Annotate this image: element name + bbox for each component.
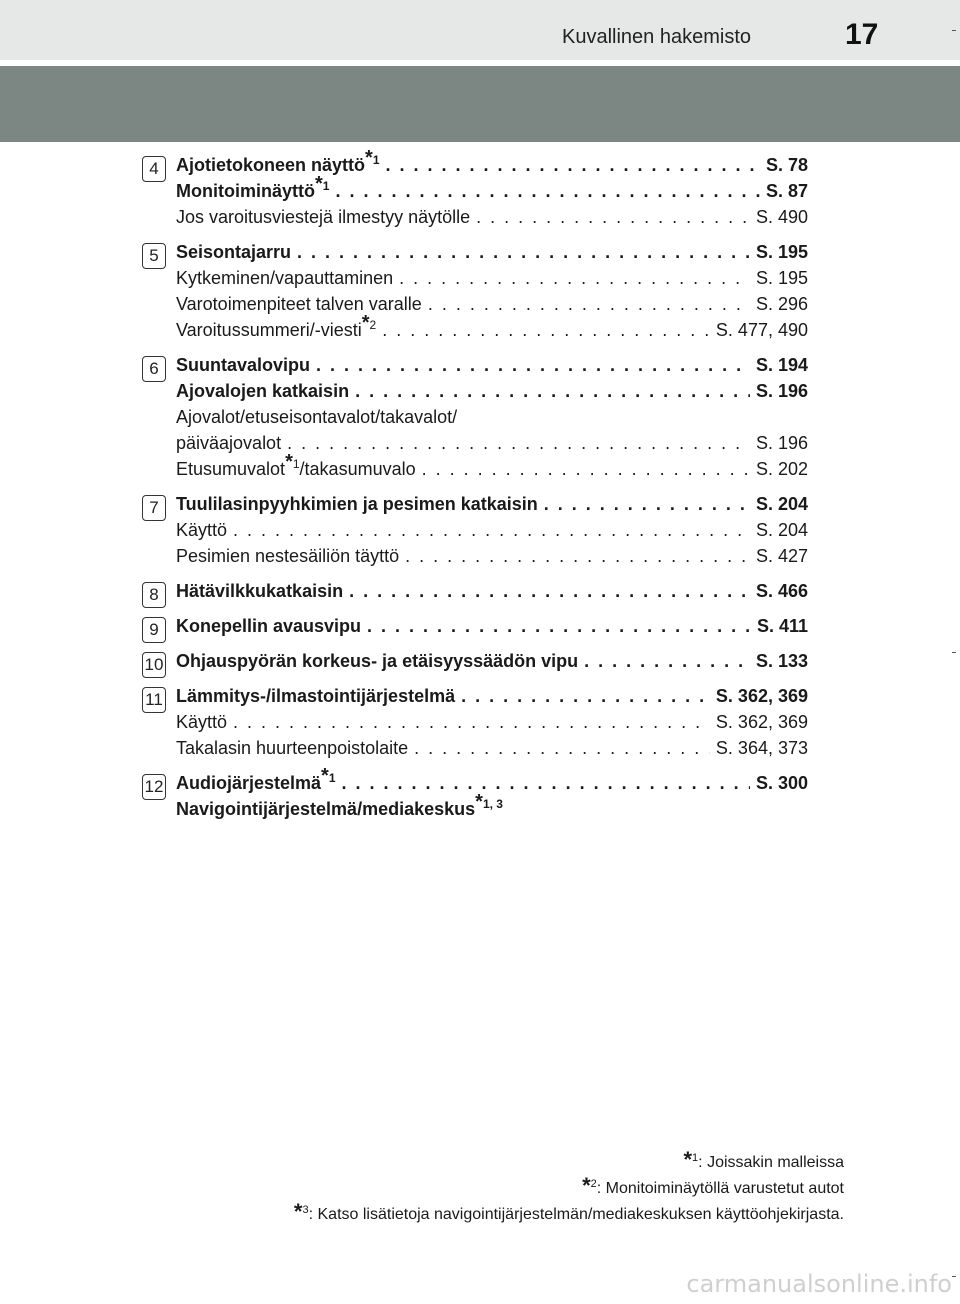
- footnote-asterisk: *: [582, 1173, 591, 1198]
- index-entry-label: [176, 491, 538, 517]
- index-entry-label: [176, 173, 330, 204]
- footnote-ref: [321, 765, 336, 787]
- index-entry-label: [176, 791, 503, 822]
- section-number-badge: 10: [142, 652, 166, 678]
- index-entry[interactable]: [176, 709, 808, 735]
- footnote-asterisk: *: [365, 147, 373, 169]
- index-entry-text: Käyttö: [176, 520, 228, 540]
- page-reference[interactable]: S. 78: [765, 155, 808, 175]
- page-reference[interactable]: S. 196: [755, 433, 808, 453]
- index-entry-label: [176, 147, 380, 178]
- dot-leader: [342, 770, 750, 796]
- page-reference[interactable]: S. 300: [755, 773, 808, 793]
- index-entry-text: Lämmitys-/ilmastointijärjestelmä: [176, 686, 456, 706]
- dot-leader: [297, 239, 750, 265]
- index-entry-label: [176, 204, 470, 230]
- footnote-mark: 2: [590, 1178, 597, 1190]
- footnote-ref: [285, 451, 300, 473]
- index-entry[interactable]: [176, 735, 808, 761]
- footnote-asterisk: *: [475, 791, 483, 813]
- dot-leader: [428, 291, 750, 317]
- index-entry-label: [176, 648, 578, 674]
- footnote-asterisk: *: [683, 1147, 693, 1172]
- footnote-ref: [314, 173, 330, 195]
- section-number-badge: 5: [142, 243, 166, 269]
- index-section: [0, 648, 808, 674]
- index-entry[interactable]: [176, 265, 808, 291]
- index-entry-label: [176, 683, 455, 709]
- page-reference[interactable]: S. 364, 373: [715, 738, 808, 758]
- index-entry-label: [176, 543, 399, 569]
- dot-leader: [386, 152, 760, 178]
- index-entry[interactable]: [176, 791, 808, 822]
- index-entry-text: Käyttö: [176, 712, 228, 732]
- dot-leader: [544, 491, 750, 517]
- dot-leader: [422, 456, 750, 482]
- index-entry-text: Ohjauspyörän korkeus- ja etäisyyssäädön vipu: [176, 651, 579, 671]
- index-entry-label: [176, 709, 227, 735]
- footnote-ref: [365, 147, 380, 169]
- index-entry[interactable]: [176, 291, 808, 317]
- index-entry[interactable]: [176, 430, 808, 456]
- index-entry-text: Etusumuvalot: [176, 459, 286, 479]
- footnote-ref-number: 1: [372, 153, 380, 167]
- index-entry[interactable]: [176, 613, 808, 639]
- page-reference[interactable]: S. 195: [755, 268, 808, 288]
- dot-leader: [367, 613, 751, 639]
- page-reference[interactable]: S. 196: [755, 381, 808, 401]
- footnote-ref-number: 2: [369, 318, 377, 332]
- header-title: Kuvallinen hakemisto: [562, 26, 751, 48]
- index-entry[interactable]: [176, 352, 808, 378]
- page-reference[interactable]: S. 490: [755, 207, 808, 227]
- edge-tick: [952, 652, 956, 653]
- dot-leader: [316, 352, 750, 378]
- index-entry[interactable]: [176, 517, 808, 543]
- index-entry-label: [176, 265, 393, 291]
- page-reference[interactable]: S. 204: [755, 494, 808, 514]
- index-entry-text: Ajovalojen katkaisin: [176, 381, 350, 401]
- index-entry-label: [176, 291, 422, 317]
- page-reference[interactable]: S. 427: [755, 546, 808, 566]
- edge-tick: [952, 30, 956, 31]
- index-entry-label: [176, 578, 343, 604]
- index-entry[interactable]: [176, 378, 808, 404]
- page-number: 17: [845, 18, 879, 51]
- dot-leader: [461, 683, 710, 709]
- dot-leader: [233, 517, 750, 543]
- index-entry-label: [176, 430, 281, 456]
- page-reference[interactable]: S. 362, 369: [715, 712, 808, 732]
- dot-leader: [584, 648, 750, 674]
- dot-leader: [399, 265, 750, 291]
- index-entry-label: [176, 312, 377, 343]
- dot-leader: [476, 204, 750, 230]
- page-reference[interactable]: S. 466: [755, 581, 808, 601]
- dot-leader: [287, 430, 750, 456]
- footnote-asterisk: *: [361, 312, 370, 334]
- index-entry-text: Konepellin avausvipu: [176, 616, 362, 636]
- page-header: [0, 0, 960, 60]
- footnote-ref-number: 1: [328, 771, 336, 785]
- index-entry[interactable]: [176, 491, 808, 517]
- index-entry[interactable]: [176, 147, 808, 178]
- footnote-text: : Monitoiminäytöllä varustetut autot: [596, 1180, 844, 1197]
- footnote-ref-number: 1: [292, 457, 300, 471]
- index-entry-text: Audiojärjestelmä: [176, 773, 322, 793]
- dot-leader: [414, 735, 710, 761]
- index-entry[interactable]: [176, 173, 808, 204]
- index-entry[interactable]: [176, 239, 808, 265]
- footnote: [294, 1148, 844, 1174]
- page-reference[interactable]: S. 195: [755, 242, 808, 262]
- index-section: [0, 239, 808, 343]
- index-entry-text: Suuntavalovipu: [176, 355, 311, 375]
- index-section: [0, 765, 808, 822]
- index-entry-label: [176, 765, 336, 796]
- footnote-ref: [361, 312, 377, 334]
- dot-leader: [355, 378, 750, 404]
- index-entry[interactable]: [176, 312, 808, 343]
- footnote-ref: [475, 791, 503, 813]
- index-entry-text: Monitoiminäyttö: [176, 181, 315, 201]
- page-reference[interactable]: S. 411: [756, 616, 808, 636]
- footnotes: [294, 1148, 844, 1226]
- section-number-badge: 8: [142, 582, 166, 608]
- footnote-asterisk: *: [321, 765, 329, 787]
- page-reference[interactable]: S. 204: [755, 520, 808, 540]
- footnote-asterisk: *: [285, 451, 293, 473]
- index-entry-label: [176, 451, 416, 482]
- page-reference[interactable]: S. 133: [755, 651, 808, 671]
- index-sections: [0, 147, 960, 831]
- section-number-badge: 11: [142, 687, 166, 713]
- index-entry-text: Takalasin huurteenpoistolaite: [176, 738, 409, 758]
- section-number-badge: 9: [142, 617, 166, 643]
- footnote: [294, 1174, 844, 1200]
- footnote-text: : Joissakin malleissa: [698, 1154, 844, 1171]
- edge-tick: [952, 1276, 956, 1277]
- index-entry-text: Hätävilkkukatkaisin: [176, 581, 344, 601]
- index-entry-text-suffix: /takasumuvalo: [299, 459, 416, 479]
- section-number-badge: 7: [142, 495, 166, 521]
- index-section: [0, 491, 808, 569]
- index-entry[interactable]: [176, 578, 808, 604]
- footnote: [294, 1200, 844, 1226]
- index-entry[interactable]: [176, 683, 808, 709]
- section-number-badge: 4: [142, 156, 166, 182]
- index-entry-text: Seisontajarru: [176, 242, 292, 262]
- footnote-asterisk: *: [293, 1199, 303, 1224]
- dot-leader: [233, 709, 710, 735]
- footnote-text: : Katso lisätietoja navigointijärjestelmän/mediakeskuksen käyttöohjekirjasta.: [308, 1206, 844, 1223]
- section-number-badge: 12: [142, 774, 166, 800]
- index-entry[interactable]: [176, 765, 808, 796]
- dot-leader: [405, 543, 750, 569]
- dot-leader: [382, 317, 710, 343]
- index-entry-text: päiväajovalot: [176, 433, 282, 453]
- header-banner: [0, 66, 960, 142]
- index-entry-label: [176, 735, 408, 761]
- page-reference[interactable]: S. 362, 369: [715, 686, 808, 706]
- index-entry-text: Jos varoitusviestejä ilmestyy näytölle: [176, 207, 471, 227]
- index-entry[interactable]: [176, 543, 808, 569]
- index-entry-label: [176, 613, 361, 639]
- page-reference[interactable]: S. 477, 490: [715, 320, 808, 340]
- dot-leader: [335, 178, 760, 204]
- footnote-ref-number: 1, 3: [482, 797, 503, 811]
- index-entry-label: [176, 352, 310, 378]
- index-entry-text: Ajovalot/etuseisontavalot/takavalot/: [176, 407, 458, 427]
- index-entry-text: Varotoimenpiteet talven varalle: [176, 294, 422, 314]
- page-reference[interactable]: S. 296: [755, 294, 808, 314]
- index-entry-label: [176, 239, 291, 265]
- footnote-ref-number: 1: [322, 179, 330, 193]
- index-section: [0, 578, 808, 604]
- index-entry-label: [176, 378, 349, 404]
- dot-leader: [349, 578, 750, 604]
- index-entry-text: Ajotietokoneen näyttö: [176, 155, 366, 175]
- index-entry-text: Navigointijärjestelmä/mediakeskus: [176, 799, 476, 819]
- index-entry[interactable]: [176, 204, 808, 230]
- index-entry-label: [176, 517, 227, 543]
- index-section: [0, 683, 808, 761]
- index-section: [0, 147, 808, 230]
- index-entry-text: Pesimien nestesäiliön täyttö: [176, 546, 400, 566]
- index-section: [0, 613, 808, 639]
- index-entry[interactable]: [176, 451, 808, 482]
- section-number-badge: 6: [142, 356, 166, 382]
- footnote-asterisk: *: [314, 173, 323, 195]
- index-section: [0, 352, 808, 482]
- page-reference[interactable]: S. 194: [755, 355, 808, 375]
- index-entry-text: Kytkeminen/vapauttaminen: [176, 268, 394, 288]
- footnote-mark: 3: [302, 1204, 309, 1216]
- page-reference[interactable]: S. 87: [765, 181, 808, 201]
- page-reference[interactable]: S. 202: [755, 459, 808, 479]
- index-entry[interactable]: [176, 648, 808, 674]
- index-entry-text: Tuulilasinpyyhkimien ja pesimen katkaisin: [176, 494, 538, 514]
- index-entry-text: Varoitussummeri/-viesti: [176, 320, 362, 340]
- footnote-mark: 1: [692, 1152, 699, 1164]
- watermark: carmanualsonline.info: [686, 1270, 952, 1298]
